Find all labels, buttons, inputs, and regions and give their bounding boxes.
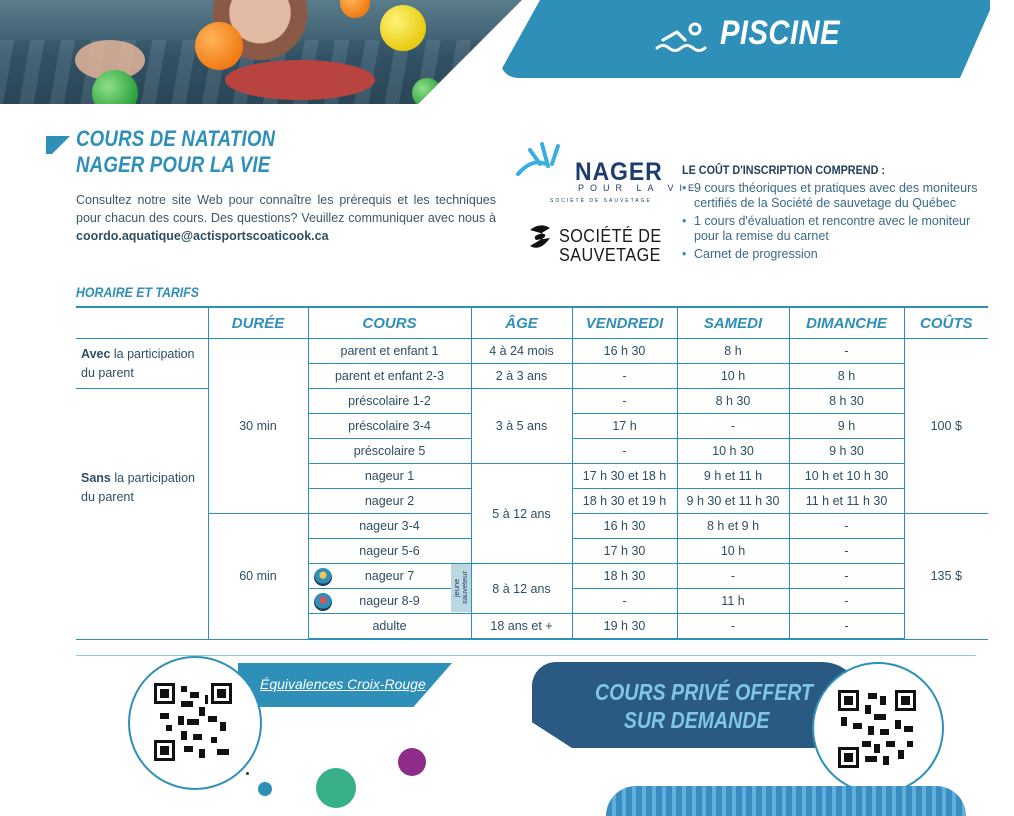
col-dimanche: DIMANCHE	[789, 307, 904, 339]
price-100: 100 $	[904, 339, 988, 514]
cours-cell: préscolaire 1-2	[308, 389, 471, 414]
nager-logo-icon	[512, 140, 582, 184]
col-duree: DURÉE	[208, 307, 308, 339]
sam-cell: 8 h 30	[677, 389, 789, 414]
sam-cell: 11 h	[677, 589, 789, 614]
section-title-line1: COURS DE NATATION	[76, 126, 276, 151]
cours-label: nageur 7	[364, 569, 415, 583]
cours-cell: nageur 1	[308, 464, 471, 489]
decor-dot	[246, 772, 249, 775]
societe-line2: SAUVETAGE	[559, 245, 661, 265]
sam-cell: -	[677, 564, 789, 589]
cours-cell: nageur 5-6	[308, 539, 471, 564]
cours-cell: parent et enfant 1	[308, 339, 471, 364]
cours-label: nageur 8-9	[359, 594, 420, 608]
dim-cell: 9 h	[789, 414, 904, 439]
price-135: 135 $	[904, 514, 988, 640]
age-cell: 5 à 12 ans	[471, 464, 572, 564]
sam-cell: 9 h 30 et 11 h 30	[677, 489, 789, 514]
cours-cell: parent et enfant 2-3	[308, 364, 471, 389]
dim-cell: -	[789, 614, 904, 640]
dim-cell: -	[789, 339, 904, 364]
triangle-icon	[46, 136, 70, 154]
pool-photo-bottom	[606, 786, 966, 816]
schedule-table	[76, 306, 988, 640]
duree-30: 30 min	[208, 339, 308, 514]
group-sans: Sans la participation du parent	[76, 389, 208, 640]
divider	[76, 655, 976, 656]
contact-email[interactable]: coordo.aquatique@actisportscoaticook.ca	[76, 229, 329, 243]
ven-cell: -	[572, 389, 677, 414]
age-cell: 2 à 3 ans	[471, 364, 572, 389]
piscine-title: PISCINE	[720, 14, 841, 52]
sam-cell: 8 h	[677, 339, 789, 364]
col-cours: COURS	[308, 307, 471, 339]
swimmer-icon	[655, 18, 707, 58]
sam-cell: 9 h et 11 h	[677, 464, 789, 489]
dim-cell: 11 h et 11 h 30	[789, 489, 904, 514]
societe-sauvetage-icon	[526, 222, 554, 252]
ven-cell: 18 h 30	[572, 564, 677, 589]
age-cell: 4 à 24 mois	[471, 339, 572, 364]
cours-cell: nageur 3-4	[308, 514, 471, 539]
prive-line2: SUR DEMANDE	[623, 707, 770, 733]
qr-code-icon-2[interactable]	[838, 690, 916, 768]
orange-ball	[195, 22, 243, 70]
societe-sauvetage-text	[559, 227, 662, 265]
age-cell: 8 à 12 ans	[471, 564, 572, 614]
section-title-line2: NAGER POUR LA VIE	[76, 152, 271, 177]
badge-icon	[314, 568, 332, 586]
decor-dot	[258, 782, 272, 796]
ven-cell: 19 h 30	[572, 614, 677, 640]
sam-cell: 8 h et 9 h	[677, 514, 789, 539]
table-header-row	[76, 307, 988, 339]
schedule-heading: HORAIRE ET TARIFS	[76, 284, 199, 300]
dim-cell: -	[789, 539, 904, 564]
dim-cell: 9 h 30	[789, 439, 904, 464]
prive-line1: COURS PRIVÉ OFFERT	[595, 679, 813, 705]
ven-cell: -	[572, 364, 677, 389]
croix-rouge-link[interactable]: Équivalences Croix-Rouge	[260, 676, 426, 692]
cours-cell: préscolaire 5	[308, 439, 471, 464]
jeune-sauveteur-tag: jeune sauveteur	[451, 564, 471, 612]
hero-photo	[0, 0, 522, 104]
yellow-ball	[380, 5, 426, 51]
cours-cell: préscolaire 3-4	[308, 414, 471, 439]
nager-logo-small: SOCIÉTÉ DE SAUVETAGE	[550, 198, 652, 204]
dim-cell: -	[789, 514, 904, 539]
cost-heading: LE COÛT D'INSCRIPTION COMPREND :	[682, 163, 885, 177]
intro-text	[76, 191, 496, 245]
sam-cell: 10 h	[677, 539, 789, 564]
cost-item: • 9 cours théoriques et pratiques avec des moniteurs certifiés de la Société de sauvetage du Québec	[682, 181, 982, 211]
cours-cell-nageur89	[308, 589, 471, 614]
dim-cell: -	[789, 589, 904, 614]
dim-cell: 8 h	[789, 364, 904, 389]
sam-cell: -	[677, 414, 789, 439]
cours-cell: adulte	[308, 614, 471, 640]
group-avec: Avec la participation du parent	[76, 339, 208, 389]
badge-icon	[314, 593, 332, 611]
dim-cell: 8 h 30	[789, 389, 904, 414]
sam-cell: 10 h 30	[677, 439, 789, 464]
cours-cell: nageur 2	[308, 489, 471, 514]
decor-dot	[316, 768, 356, 808]
ven-cell: 17 h 30	[572, 539, 677, 564]
cost-list	[682, 181, 982, 265]
age-cell: 18 ans et +	[471, 614, 572, 640]
sam-cell: -	[677, 614, 789, 640]
green-ball-2	[412, 78, 442, 104]
ven-cell: -	[572, 589, 677, 614]
cost-item: • 1 cours d'évaluation et rencontre avec le moniteur pour la remise du carnet	[682, 214, 982, 244]
cost-item: • Carnet de progression	[682, 247, 982, 262]
group-header	[76, 307, 208, 339]
swimsuit	[225, 60, 375, 100]
age-cell: 3 à 5 ans	[471, 389, 572, 464]
duree-60: 60 min	[208, 514, 308, 640]
ven-cell: 18 h 30 et 19 h	[572, 489, 677, 514]
nager-logo-sub: POUR LA VIE	[578, 183, 701, 193]
ven-cell: 17 h 30 et 18 h	[572, 464, 677, 489]
col-vendredi: VENDREDI	[572, 307, 677, 339]
orange-ball-2	[340, 0, 370, 18]
decor-dot	[398, 748, 426, 776]
nager-logo-title: NAGER	[575, 158, 663, 186]
ven-cell: 17 h	[572, 414, 677, 439]
ven-cell: 16 h 30	[572, 514, 677, 539]
col-age: ÂGE	[471, 307, 572, 339]
sam-cell: 10 h	[677, 364, 789, 389]
ven-cell: 16 h 30	[572, 339, 677, 364]
table-row	[76, 339, 988, 364]
dim-cell: 10 h et 10 h 30	[789, 464, 904, 489]
societe-line1: SOCIÉTÉ DE	[559, 226, 662, 246]
intro-body: Consultez notre site Web pour connaître les prérequis et les techniques pour chacun des cours. Des questions? Veuillez communiquer avec nous à	[76, 193, 496, 225]
cours-prive-text	[595, 678, 813, 734]
col-couts: COÛTS	[904, 307, 988, 339]
col-samedi: SAMEDI	[677, 307, 789, 339]
qr-code-icon[interactable]	[154, 683, 232, 761]
ven-cell: -	[572, 439, 677, 464]
dim-cell: -	[789, 564, 904, 589]
